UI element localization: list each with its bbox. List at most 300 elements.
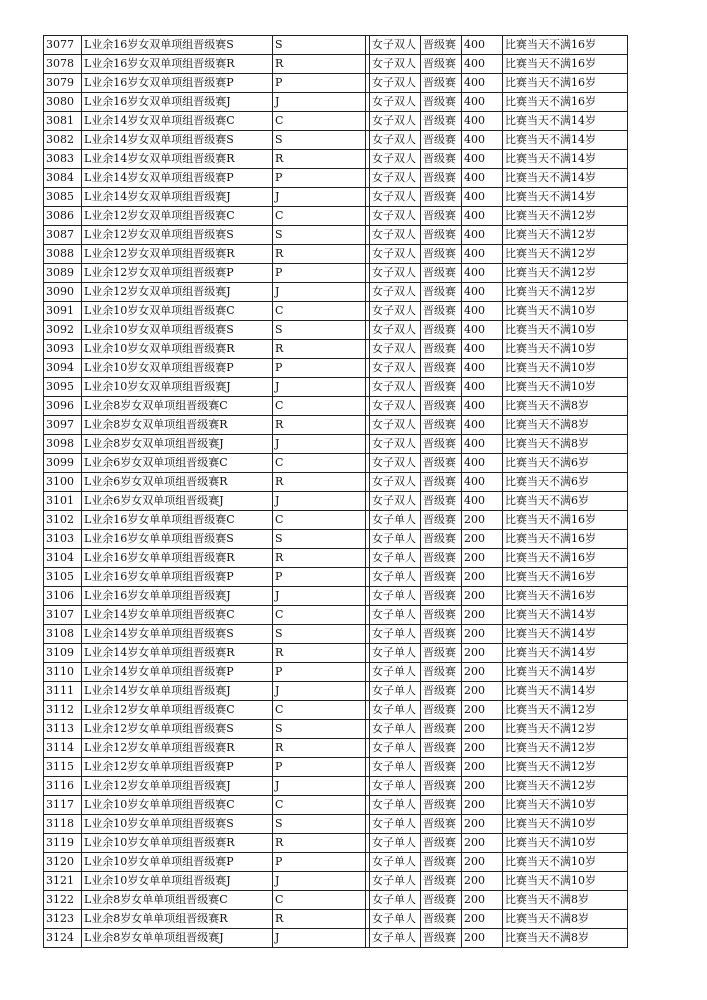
cell-type: 晋级赛 [421,853,462,872]
cell-event-name: L业余10岁女单单项组晋级赛R [82,834,273,853]
cell-level-code: S [273,625,366,644]
cell-category: 女子单人 [370,739,421,758]
cell-type: 晋级赛 [421,568,462,587]
cell-level-code: P [273,853,366,872]
table-row [44,701,628,720]
cell-points: 400 [462,454,503,473]
cell-age-rule: 比赛当天不满8岁 [503,891,628,910]
cell-age-rule: 比赛当天不满6岁 [503,454,628,473]
cell-id: 3097 [44,416,82,435]
cell-points: 200 [462,853,503,872]
cell-level-code: R [273,55,366,74]
cell-points: 400 [462,302,503,321]
cell-type: 晋级赛 [421,150,462,169]
cell-type: 晋级赛 [421,112,462,131]
table-row [44,416,628,435]
cell-age-rule: 比赛当天不满12岁 [503,226,628,245]
cell-id: 3114 [44,739,82,758]
cell-event-name: L业余12岁女双单项组晋级赛C [82,207,273,226]
cell-category: 女子单人 [370,872,421,891]
table-row [44,606,628,625]
cell-level-code: C [273,606,366,625]
cell-category: 女子双人 [370,378,421,397]
cell-age-rule: 比赛当天不满12岁 [503,758,628,777]
cell-age-rule: 比赛当天不满16岁 [503,568,628,587]
cell-id: 3113 [44,720,82,739]
cell-points: 400 [462,435,503,454]
cell-category: 女子双人 [370,36,421,55]
cell-event-name: L业余14岁女双单项组晋级赛S [82,131,273,150]
cell-level-code: S [273,815,366,834]
cell-level-code: R [273,739,366,758]
cell-id: 3106 [44,587,82,606]
cell-type: 晋级赛 [421,435,462,454]
cell-type: 晋级赛 [421,739,462,758]
cell-points: 200 [462,511,503,530]
table-row [44,473,628,492]
table-row [44,682,628,701]
cell-age-rule: 比赛当天不满14岁 [503,150,628,169]
table-row [44,93,628,112]
cell-id: 3096 [44,397,82,416]
cell-category: 女子单人 [370,644,421,663]
table-row [44,587,628,606]
cell-id: 3084 [44,169,82,188]
cell-event-name: L业余10岁女单单项组晋级赛J [82,872,273,891]
table-row [44,910,628,929]
table-row [44,454,628,473]
cell-age-rule: 比赛当天不满6岁 [503,492,628,511]
table-row [44,302,628,321]
cell-level-code: C [273,112,366,131]
cell-category: 女子双人 [370,454,421,473]
cell-type: 晋级赛 [421,530,462,549]
cell-points: 400 [462,359,503,378]
table-row [44,131,628,150]
cell-category: 女子双人 [370,188,421,207]
cell-id: 3082 [44,131,82,150]
cell-type: 晋级赛 [421,264,462,283]
cell-id: 3110 [44,663,82,682]
cell-event-name: L业余16岁女单单项组晋级赛J [82,587,273,606]
cell-id: 3116 [44,777,82,796]
cell-age-rule: 比赛当天不满8岁 [503,397,628,416]
cell-age-rule: 比赛当天不满14岁 [503,663,628,682]
cell-id: 3099 [44,454,82,473]
cell-type: 晋级赛 [421,511,462,530]
cell-type: 晋级赛 [421,188,462,207]
cell-event-name: L业余8岁女双单项组晋级赛J [82,435,273,454]
cell-id: 3102 [44,511,82,530]
cell-type: 晋级赛 [421,283,462,302]
cell-category: 女子双人 [370,283,421,302]
cell-event-name: L业余16岁女双单项组晋级赛P [82,74,273,93]
cell-category: 女子双人 [370,435,421,454]
cell-id: 3107 [44,606,82,625]
table-row [44,245,628,264]
cell-id: 3079 [44,74,82,93]
table-row [44,340,628,359]
cell-points: 400 [462,473,503,492]
table-row [44,112,628,131]
cell-points: 200 [462,568,503,587]
cell-category: 女子双人 [370,226,421,245]
cell-type: 晋级赛 [421,454,462,473]
cell-category: 女子单人 [370,549,421,568]
cell-category: 女子单人 [370,910,421,929]
cell-event-name: L业余6岁女双单项组晋级赛R [82,473,273,492]
cell-level-code: J [273,872,366,891]
cell-category: 女子单人 [370,682,421,701]
cell-id: 3104 [44,549,82,568]
table-row [44,55,628,74]
cell-age-rule: 比赛当天不满8岁 [503,435,628,454]
cell-event-name: L业余14岁女单单项组晋级赛P [82,663,273,682]
cell-category: 女子单人 [370,663,421,682]
cell-points: 200 [462,587,503,606]
cell-age-rule: 比赛当天不满12岁 [503,739,628,758]
cell-id: 3090 [44,283,82,302]
cell-level-code: P [273,568,366,587]
cell-points: 400 [462,131,503,150]
cell-event-name: L业余10岁女双单项组晋级赛C [82,302,273,321]
cell-points: 200 [462,834,503,853]
cell-age-rule: 比赛当天不满6岁 [503,473,628,492]
cell-age-rule: 比赛当天不满14岁 [503,606,628,625]
cell-age-rule: 比赛当天不满16岁 [503,511,628,530]
cell-level-code: J [273,587,366,606]
cell-age-rule: 比赛当天不满16岁 [503,93,628,112]
cell-level-code: J [273,929,366,948]
cell-type: 晋级赛 [421,74,462,93]
cell-event-name: L业余12岁女单单项组晋级赛S [82,720,273,739]
cell-category: 女子双人 [370,416,421,435]
cell-points: 400 [462,340,503,359]
cell-event-name: L业余16岁女双单项组晋级赛R [82,55,273,74]
cell-type: 晋级赛 [421,378,462,397]
cell-age-rule: 比赛当天不满12岁 [503,245,628,264]
cell-level-code: P [273,359,366,378]
cell-category: 女子单人 [370,815,421,834]
cell-id: 3078 [44,55,82,74]
cell-points: 200 [462,663,503,682]
table-row [44,834,628,853]
cell-level-code: S [273,131,366,150]
table-row [44,150,628,169]
cell-id: 3118 [44,815,82,834]
cell-level-code: P [273,74,366,93]
cell-level-code: R [273,549,366,568]
cell-id: 3101 [44,492,82,511]
cell-event-name: L业余6岁女双单项组晋级赛J [82,492,273,511]
cell-level-code: R [273,834,366,853]
cell-category: 女子单人 [370,530,421,549]
cell-type: 晋级赛 [421,131,462,150]
cell-category: 女子双人 [370,359,421,378]
cell-points: 400 [462,264,503,283]
cell-points: 400 [462,321,503,340]
cell-level-code: J [273,435,366,454]
cell-level-code: C [273,796,366,815]
table-row [44,663,628,682]
cell-type: 晋级赛 [421,473,462,492]
cell-points: 200 [462,910,503,929]
cell-event-name: L业余12岁女单单项组晋级赛C [82,701,273,720]
cell-event-name: L业余8岁女双单项组晋级赛R [82,416,273,435]
cell-category: 女子双人 [370,321,421,340]
cell-category: 女子单人 [370,568,421,587]
cell-points: 200 [462,891,503,910]
cell-category: 女子双人 [370,245,421,264]
cell-age-rule: 比赛当天不满10岁 [503,872,628,891]
cell-level-code: S [273,321,366,340]
cell-event-name: L业余14岁女单单项组晋级赛C [82,606,273,625]
cell-level-code: R [273,340,366,359]
cell-id: 3081 [44,112,82,131]
cell-age-rule: 比赛当天不满16岁 [503,530,628,549]
cell-event-name: L业余10岁女单单项组晋级赛P [82,853,273,872]
cell-category: 女子单人 [370,511,421,530]
cell-level-code: J [273,682,366,701]
cell-category: 女子单人 [370,701,421,720]
cell-event-name: L业余14岁女双单项组晋级赛P [82,169,273,188]
cell-age-rule: 比赛当天不满14岁 [503,682,628,701]
cell-event-name: L业余12岁女双单项组晋级赛J [82,283,273,302]
cell-id: 3093 [44,340,82,359]
cell-level-code: P [273,264,366,283]
cell-event-name: L业余14岁女单单项组晋级赛S [82,625,273,644]
cell-id: 3105 [44,568,82,587]
cell-event-name: L业余8岁女单单项组晋级赛J [82,929,273,948]
table-row [44,226,628,245]
table-row [44,891,628,910]
cell-event-name: L业余10岁女双单项组晋级赛J [82,378,273,397]
cell-age-rule: 比赛当天不满14岁 [503,188,628,207]
cell-id: 3120 [44,853,82,872]
cell-type: 晋级赛 [421,720,462,739]
cell-age-rule: 比赛当天不满8岁 [503,416,628,435]
cell-age-rule: 比赛当天不满10岁 [503,853,628,872]
cell-age-rule: 比赛当天不满12岁 [503,777,628,796]
cell-id: 3077 [44,36,82,55]
cell-level-code: S [273,36,366,55]
table-row [44,511,628,530]
table-row [44,625,628,644]
cell-id: 3117 [44,796,82,815]
cell-id: 3121 [44,872,82,891]
cell-category: 女子双人 [370,55,421,74]
cell-event-name: L业余10岁女双单项组晋级赛S [82,321,273,340]
cell-type: 晋级赛 [421,245,462,264]
cell-category: 女子单人 [370,796,421,815]
cell-id: 3089 [44,264,82,283]
cell-type: 晋级赛 [421,682,462,701]
cell-type: 晋级赛 [421,644,462,663]
cell-id: 3091 [44,302,82,321]
cell-id: 3080 [44,93,82,112]
cell-level-code: S [273,530,366,549]
cell-level-code: J [273,188,366,207]
cell-level-code: J [273,283,366,302]
cell-age-rule: 比赛当天不满10岁 [503,302,628,321]
cell-age-rule: 比赛当天不满12岁 [503,701,628,720]
cell-id: 3085 [44,188,82,207]
cell-points: 400 [462,150,503,169]
table-row [44,36,628,55]
cell-category: 女子单人 [370,606,421,625]
cell-age-rule: 比赛当天不满16岁 [503,587,628,606]
cell-level-code: J [273,378,366,397]
cell-type: 晋级赛 [421,492,462,511]
cell-points: 400 [462,188,503,207]
cell-event-name: L业余16岁女单单项组晋级赛S [82,530,273,549]
table-row [44,74,628,93]
cell-age-rule: 比赛当天不满8岁 [503,910,628,929]
cell-points: 200 [462,701,503,720]
cell-event-name: L业余12岁女双单项组晋级赛S [82,226,273,245]
cell-points: 200 [462,758,503,777]
cell-age-rule: 比赛当天不满16岁 [503,55,628,74]
cell-event-name: L业余16岁女双单项组晋级赛J [82,93,273,112]
cell-event-name: L业余12岁女双单项组晋级赛R [82,245,273,264]
cell-level-code: R [273,644,366,663]
cell-age-rule: 比赛当天不满12岁 [503,207,628,226]
cell-category: 女子双人 [370,302,421,321]
cell-points: 400 [462,36,503,55]
cell-points: 200 [462,796,503,815]
table-row [44,568,628,587]
cell-level-code: C [273,454,366,473]
cell-points: 400 [462,245,503,264]
cell-id: 3087 [44,226,82,245]
cell-id: 3098 [44,435,82,454]
cell-id: 3112 [44,701,82,720]
cell-points: 400 [462,397,503,416]
cell-points: 400 [462,112,503,131]
cell-event-name: L业余10岁女双单项组晋级赛P [82,359,273,378]
cell-type: 晋级赛 [421,36,462,55]
cell-level-code: R [273,150,366,169]
cell-type: 晋级赛 [421,207,462,226]
cell-points: 200 [462,625,503,644]
table-row [44,815,628,834]
cell-event-name: L业余14岁女双单项组晋级赛C [82,112,273,131]
cell-level-code: R [273,473,366,492]
cell-type: 晋级赛 [421,359,462,378]
cell-points: 200 [462,777,503,796]
cell-level-code: J [273,492,366,511]
cell-category: 女子双人 [370,131,421,150]
cell-level-code: J [273,93,366,112]
cell-category: 女子单人 [370,853,421,872]
cell-category: 女子双人 [370,264,421,283]
cell-type: 晋级赛 [421,815,462,834]
cell-category: 女子双人 [370,473,421,492]
cell-category: 女子单人 [370,834,421,853]
cell-event-name: L业余12岁女双单项组晋级赛P [82,264,273,283]
cell-event-name: L业余10岁女单单项组晋级赛S [82,815,273,834]
cell-type: 晋级赛 [421,606,462,625]
cell-age-rule: 比赛当天不满14岁 [503,169,628,188]
cell-category: 女子单人 [370,891,421,910]
cell-id: 3111 [44,682,82,701]
cell-id: 3115 [44,758,82,777]
cell-type: 晋级赛 [421,891,462,910]
table-row [44,530,628,549]
cell-type: 晋级赛 [421,701,462,720]
cell-type: 晋级赛 [421,796,462,815]
cell-age-rule: 比赛当天不满10岁 [503,321,628,340]
cell-level-code: C [273,207,366,226]
cell-event-name: L业余8岁女双单项组晋级赛C [82,397,273,416]
table-row [44,644,628,663]
cell-level-code: C [273,397,366,416]
cell-level-code: J [273,777,366,796]
cell-id: 3109 [44,644,82,663]
cell-level-code: P [273,169,366,188]
table-row [44,492,628,511]
table-row [44,796,628,815]
cell-type: 晋级赛 [421,169,462,188]
cell-type: 晋级赛 [421,777,462,796]
cell-points: 200 [462,720,503,739]
cell-points: 200 [462,644,503,663]
table-row [44,169,628,188]
cell-event-name: L业余10岁女单单项组晋级赛C [82,796,273,815]
cell-category: 女子双人 [370,207,421,226]
cell-level-code: C [273,891,366,910]
cell-level-code: R [273,910,366,929]
cell-event-name: L业余14岁女双单项组晋级赛R [82,150,273,169]
cell-category: 女子单人 [370,720,421,739]
cell-level-code: C [273,701,366,720]
cell-age-rule: 比赛当天不满10岁 [503,834,628,853]
cell-age-rule: 比赛当天不满16岁 [503,74,628,93]
cell-points: 400 [462,207,503,226]
cell-category: 女子双人 [370,169,421,188]
cell-category: 女子单人 [370,777,421,796]
cell-category: 女子双人 [370,397,421,416]
cell-points: 400 [462,93,503,112]
cell-points: 400 [462,283,503,302]
cell-age-rule: 比赛当天不满12岁 [503,283,628,302]
cell-type: 晋级赛 [421,340,462,359]
cell-level-code: R [273,245,366,264]
cell-id: 3094 [44,359,82,378]
table-row [44,435,628,454]
cell-type: 晋级赛 [421,93,462,112]
cell-type: 晋级赛 [421,834,462,853]
cell-age-rule: 比赛当天不满12岁 [503,264,628,283]
cell-category: 女子双人 [370,492,421,511]
cell-event-name: L业余14岁女单单项组晋级赛J [82,682,273,701]
cell-age-rule: 比赛当天不满10岁 [503,340,628,359]
cell-category: 女子单人 [370,929,421,948]
cell-type: 晋级赛 [421,55,462,74]
cell-age-rule: 比赛当天不满10岁 [503,359,628,378]
cell-age-rule: 比赛当天不满10岁 [503,378,628,397]
cell-age-rule: 比赛当天不满12岁 [503,720,628,739]
cell-points: 200 [462,606,503,625]
cell-event-name: L业余12岁女单单项组晋级赛P [82,758,273,777]
cell-points: 200 [462,530,503,549]
event-table-body [44,36,628,948]
cell-type: 晋级赛 [421,226,462,245]
cell-points: 400 [462,492,503,511]
table-row [44,264,628,283]
cell-category: 女子单人 [370,587,421,606]
cell-type: 晋级赛 [421,929,462,948]
